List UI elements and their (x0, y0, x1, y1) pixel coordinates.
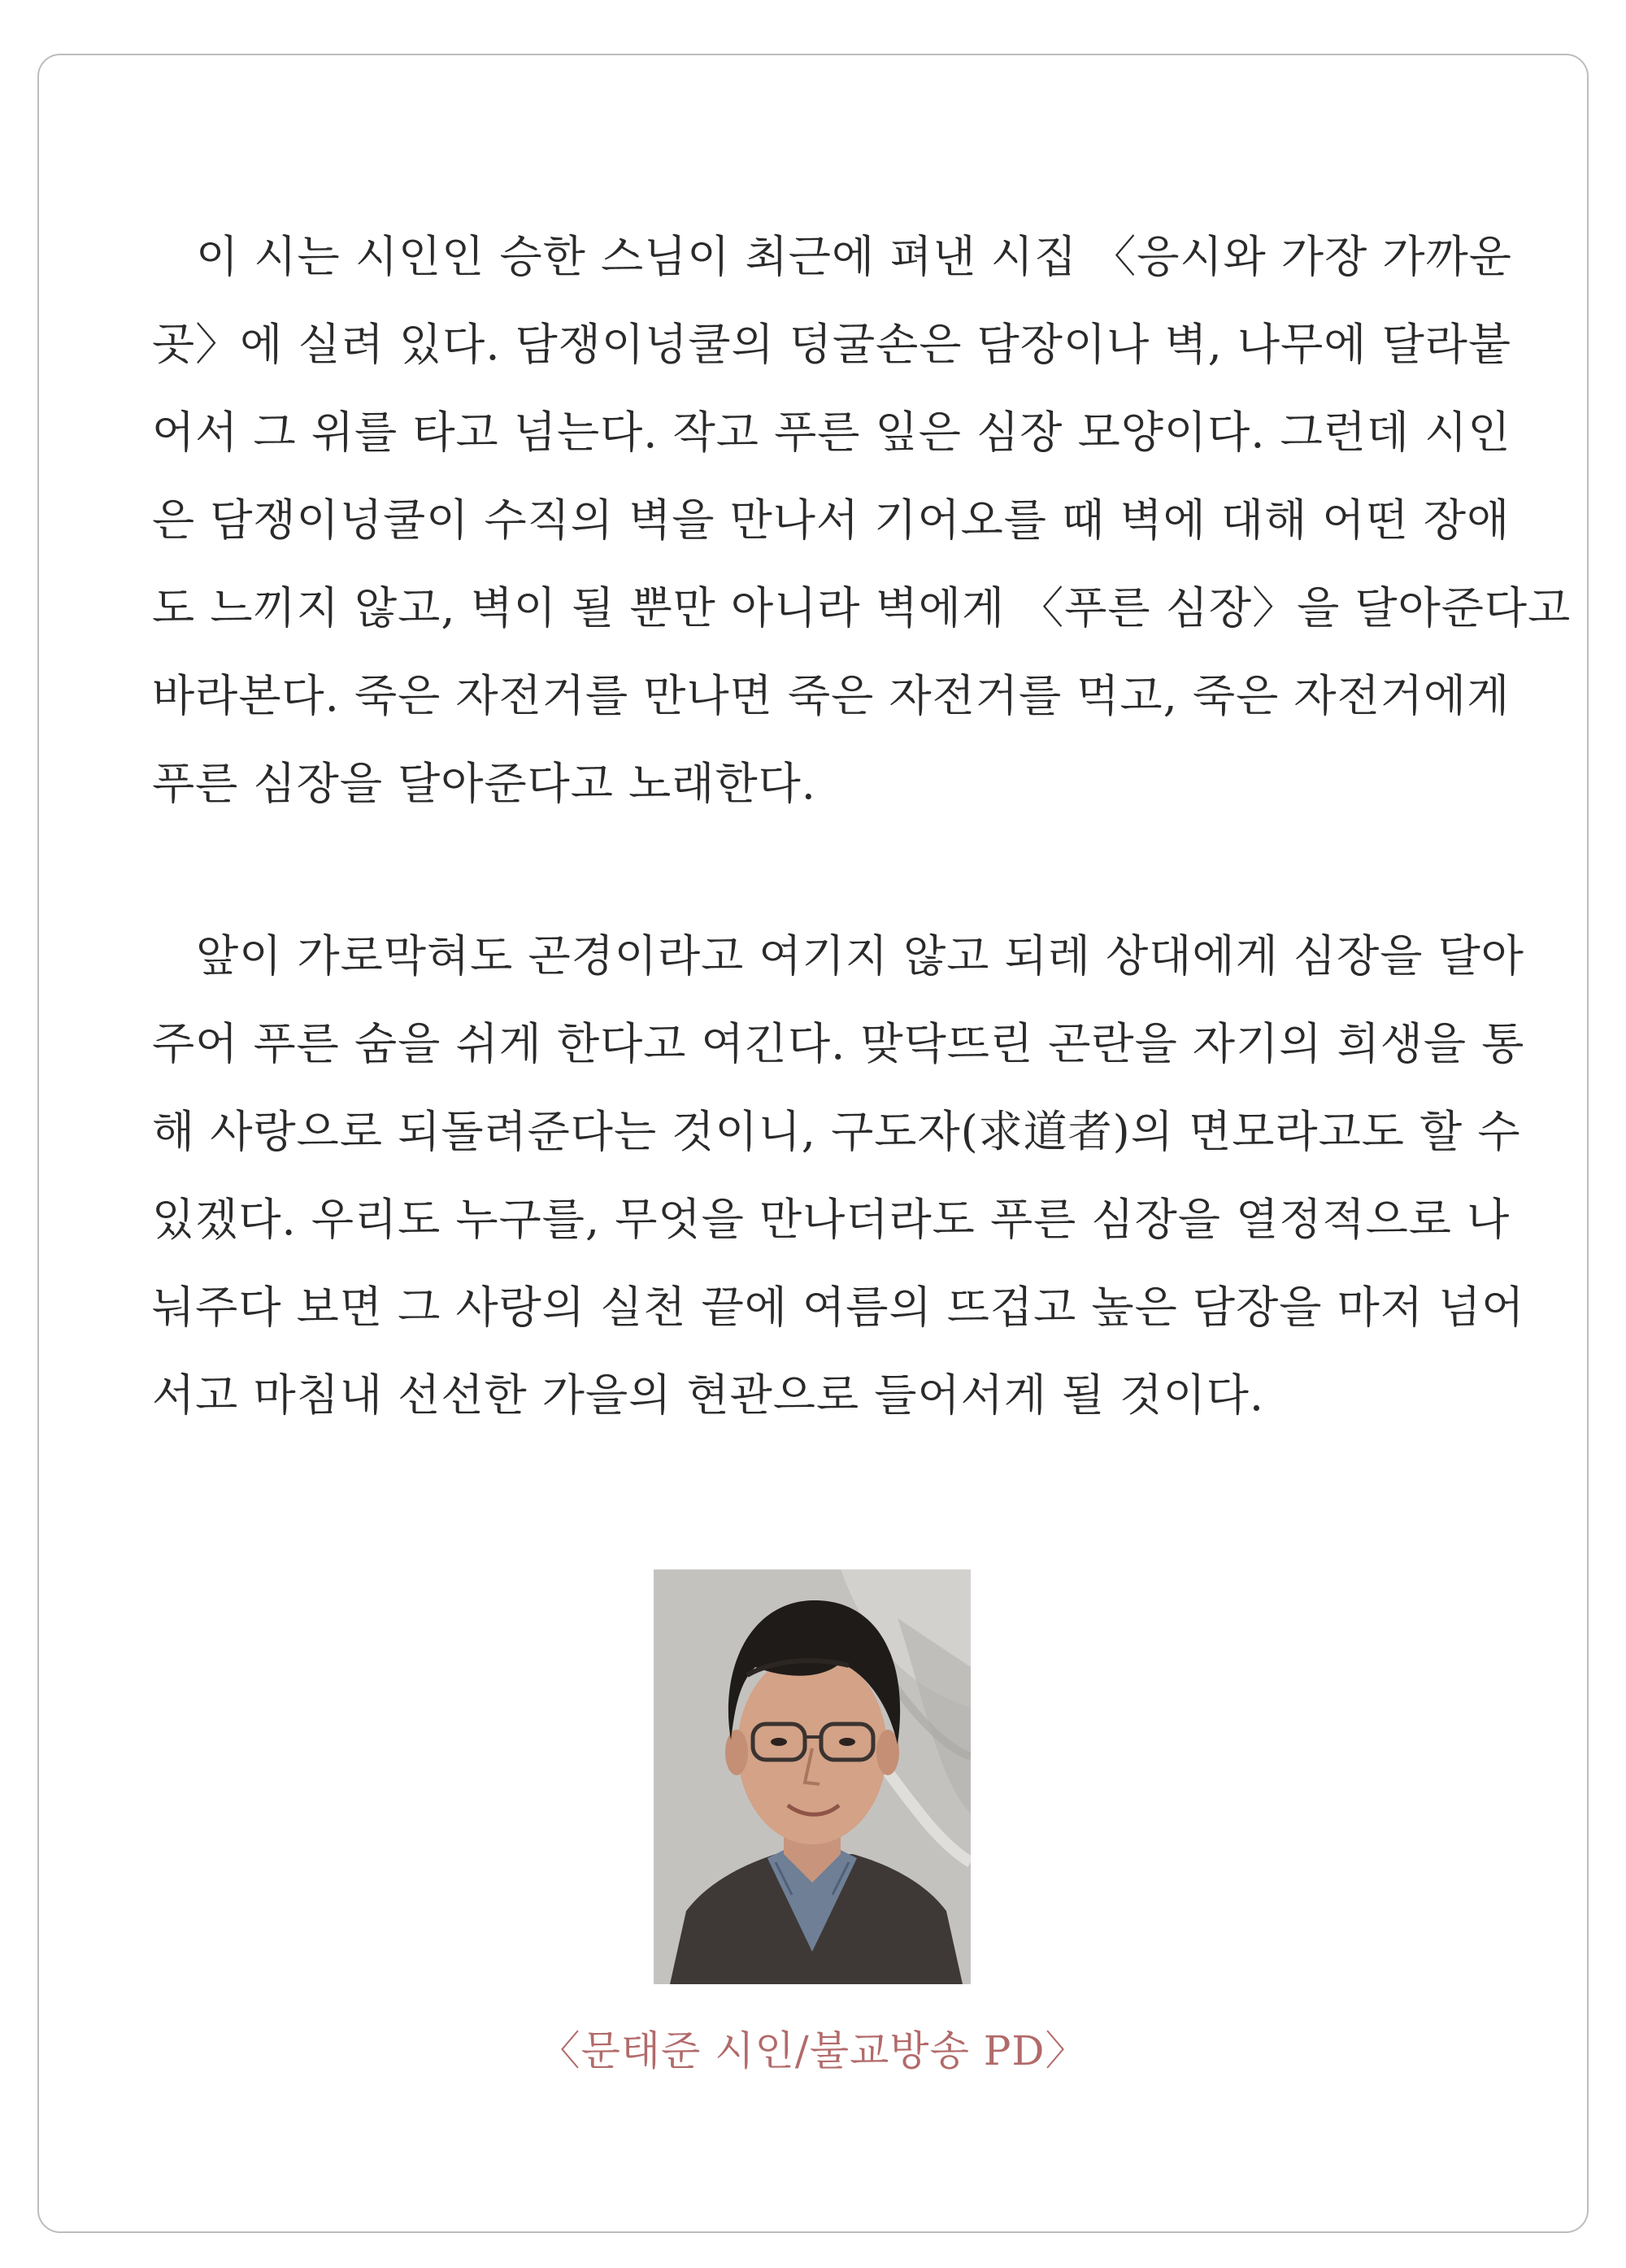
paragraph-2-line-1: 앞이 가로막혀도 곤경이라고 여기지 않고 되레 상대에게 심장을 달아 (196, 930, 1524, 982)
author-caption: 〈문태준 시인/불교방송 PD〉 (539, 2027, 1087, 2074)
paragraph-1-line-5: 도 느끼지 않고, 벽이 될 뿐만 아니라 벽에게 〈푸른 심장〉을 달아준다고 (152, 582, 1572, 633)
paragraph-2 (152, 912, 1525, 1439)
paragraph-2-line-2: 주어 푸른 숨을 쉬게 한다고 여긴다. 맞닥뜨린 곤란을 자기의 희생을 통 (152, 1018, 1525, 1069)
paragraph-1-line-7: 푸른 심장을 달아준다고 노래한다. (152, 758, 816, 809)
paragraph-2-line-3: 해 사랑으로 되돌려준다는 것이니, 구도자(求道者)의 면모라고도 할 수 (152, 1106, 1521, 1157)
paragraph-1-line-1: 이 시는 시인인 승한 스님이 최근에 펴낸 시집 〈응시와 가장 가까운 (196, 231, 1512, 282)
paragraph-1-line-6: 바라본다. 죽은 자전거를 만나면 죽은 자전거를 먹고, 죽은 자전거에게 (152, 670, 1511, 721)
paragraph-1-line-2: 곳〉에 실려 있다. 담쟁이넝쿨의 덩굴손은 담장이나 벽, 나무에 달라붙 (152, 319, 1512, 370)
paragraph-2-line-6: 서고 마침내 선선한 가을의 현관으로 들어서게 될 것이다. (152, 1369, 1265, 1421)
paragraph-1-line-4: 은 담쟁이넝쿨이 수직의 벽을 만나서 기어오를 때 벽에 대해 어떤 장애 (152, 494, 1511, 546)
author-photo (654, 1569, 971, 1984)
paragraph-2-line-4: 있겠다. 우리도 누구를, 무엇을 만나더라도 푸른 심장을 열정적으로 나 (152, 1194, 1511, 1245)
paragraph-1 (152, 213, 1572, 828)
paragraph-1-line-3: 어서 그 위를 타고 넘는다. 작고 푸른 잎은 심장 모양이다. 그런데 시인 (152, 407, 1511, 458)
paragraph-2-line-5: 눠주다 보면 그 사랑의 실천 끝에 여름의 뜨겁고 높은 담장을 마저 넘어 (152, 1282, 1525, 1333)
